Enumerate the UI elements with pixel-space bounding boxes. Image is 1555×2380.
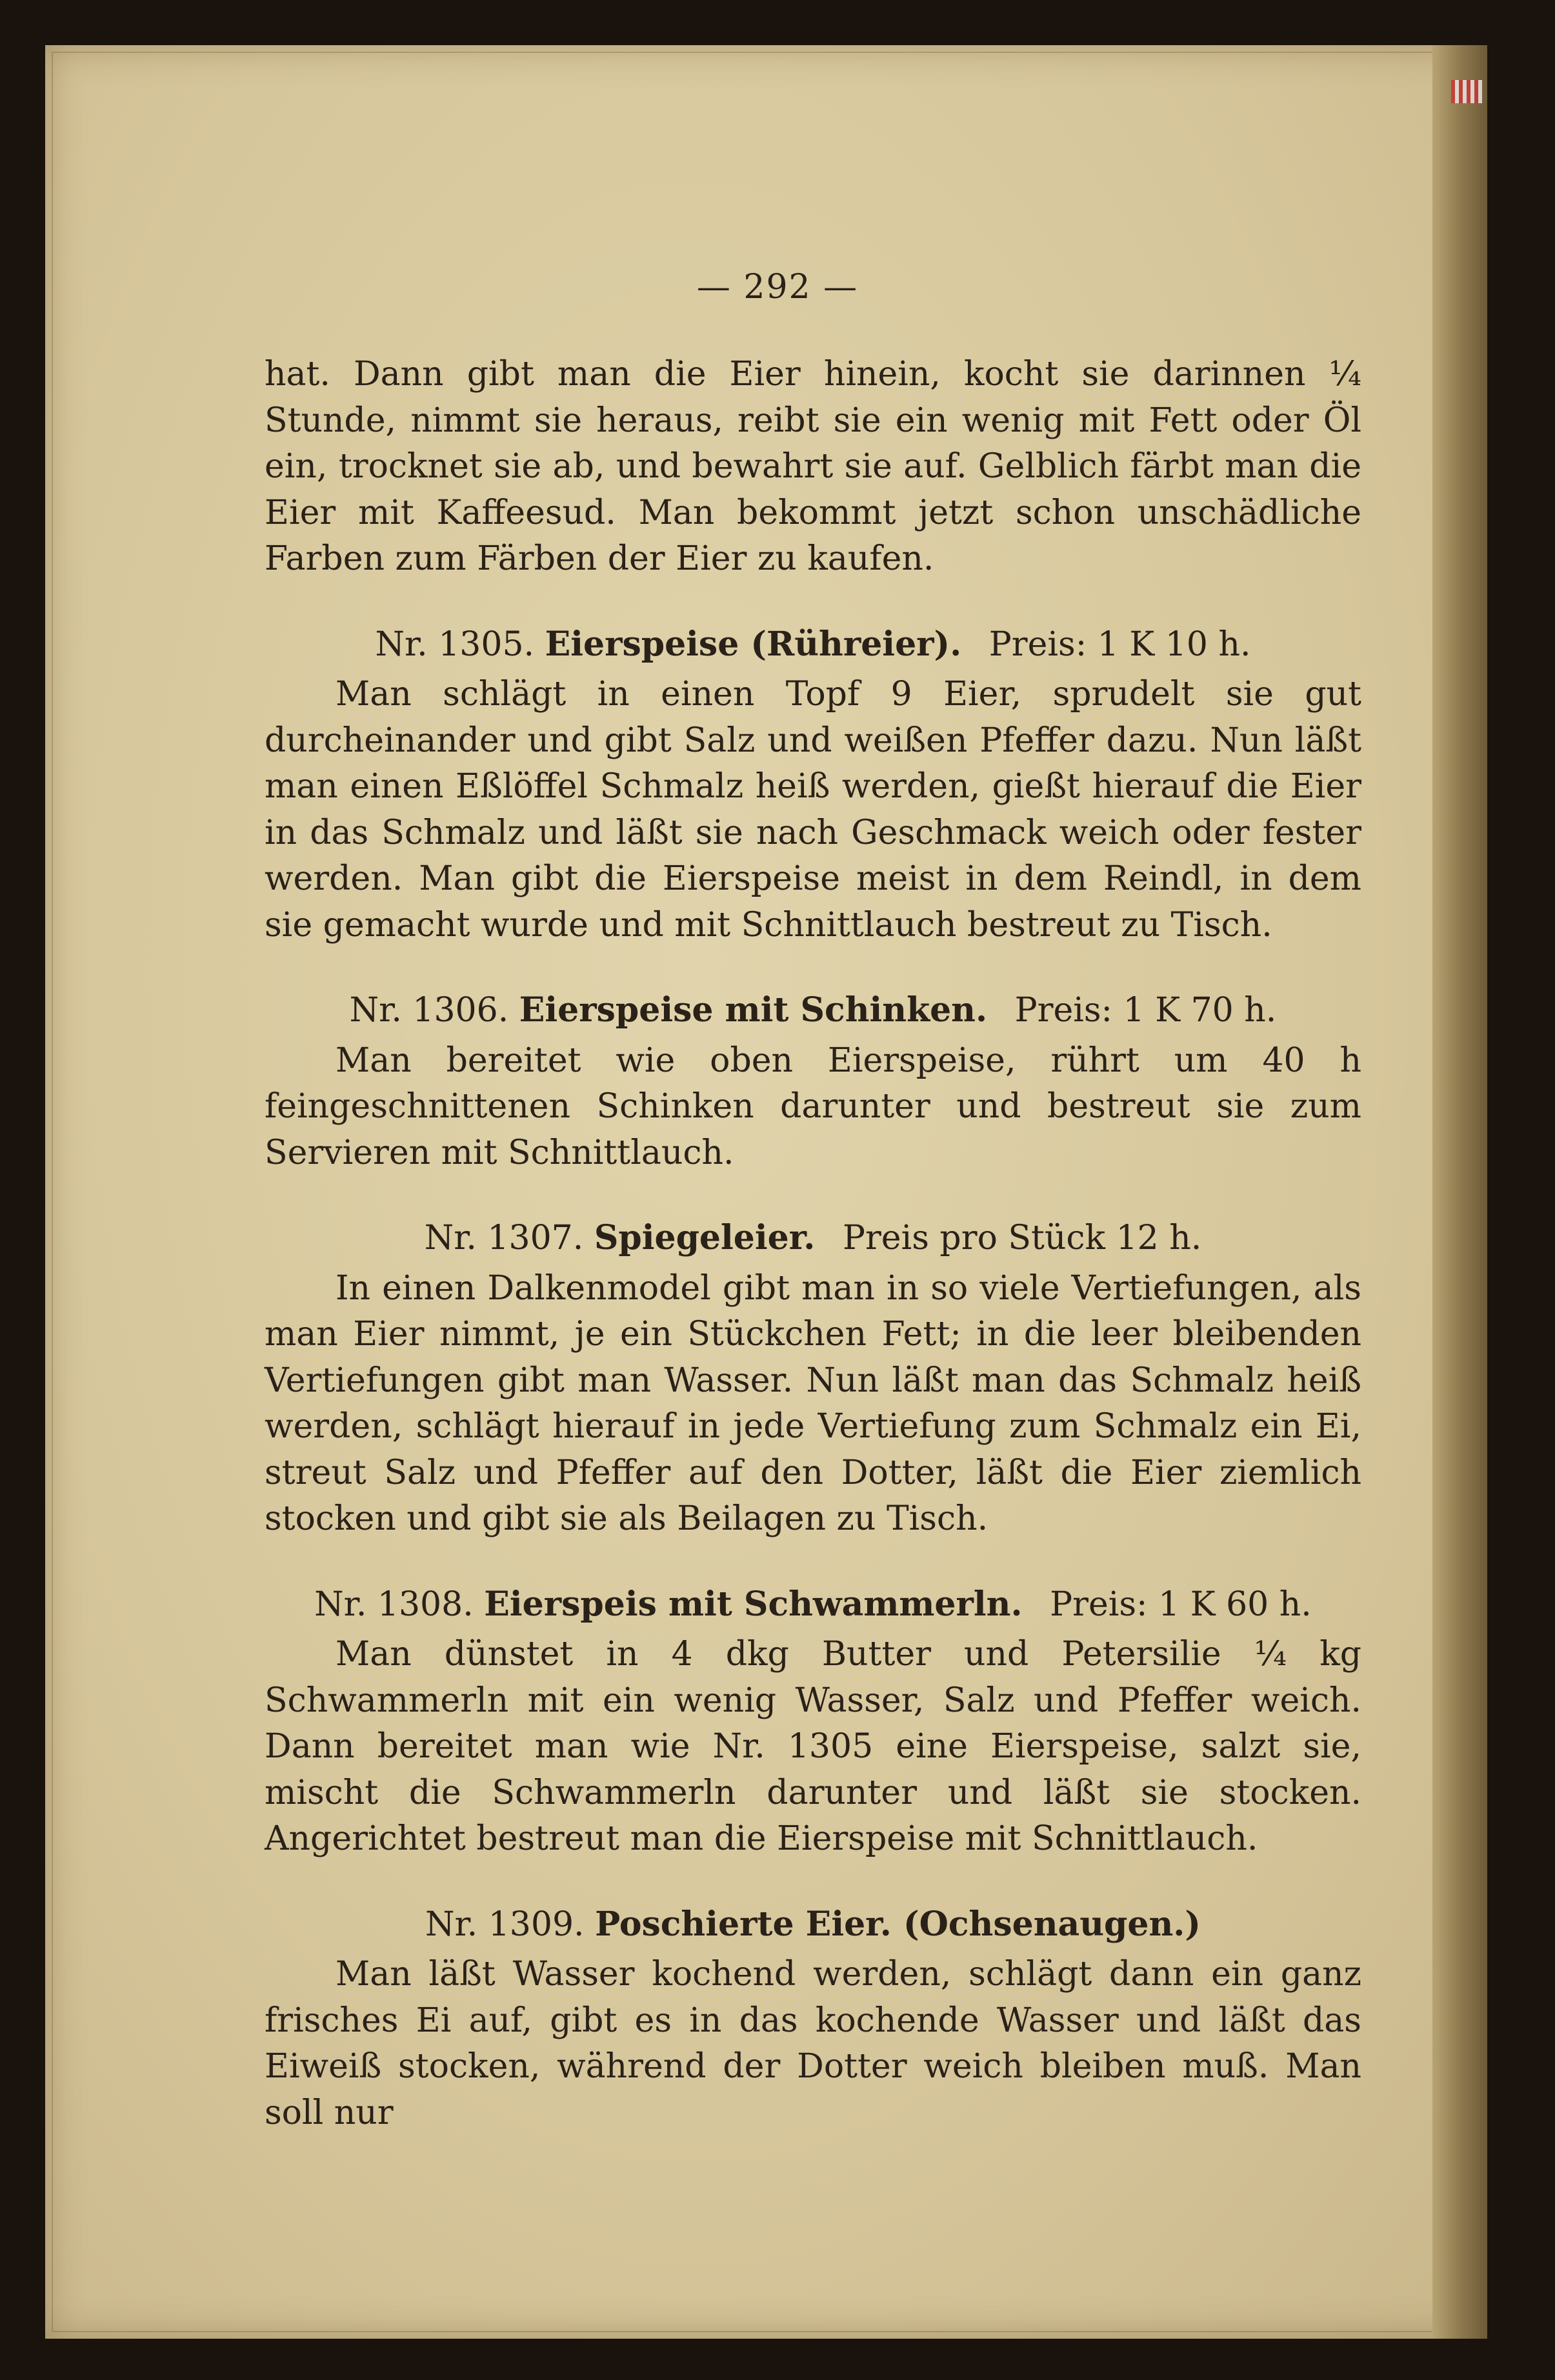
recipe-title: Eierspeis mit Schwammerln. xyxy=(484,1584,1023,1624)
recipe-1306 xyxy=(265,987,1361,1176)
recipe-price: Preis pro Stück 12 h. xyxy=(842,1219,1202,1257)
recipe-title: Spiegeleier. xyxy=(594,1218,816,1257)
recipe-1307 xyxy=(265,1215,1361,1543)
recipe-1308 xyxy=(265,1581,1361,1863)
recipe-heading xyxy=(265,987,1361,1034)
recipe-price: Preis: 1 K 70 h. xyxy=(1014,991,1277,1030)
recipe-1305 xyxy=(265,621,1361,949)
intro-paragraph: hat. Dann gibt man die Eier hinein, kocht sie darinnen ¼ Stunde, nimmt sie heraus, reibt sie ein wenig mit Fett oder Öl ein, trocknet sie ab, und bewahrt sie auf. Gelblich färbt man die Eier mit Kaffeesud. Man bekommt jetzt schon unschädliche Farben zum Färben der Eier zu kaufen. xyxy=(265,355,1361,578)
recipe-title: Poschierte Eier. (Ochsenaugen.) xyxy=(595,1904,1201,1944)
recipe-title: Eierspeise mit Schinken. xyxy=(519,990,988,1030)
recipe-number: Nr. 1309. xyxy=(425,1905,585,1944)
recipe-heading xyxy=(265,1215,1361,1262)
bookmark-ribbon xyxy=(1451,80,1482,103)
recipe-number: Nr. 1305. xyxy=(375,625,535,664)
recipe-text: Man schlägt in einen Topf 9 Eier, sprudelt sie gut durcheinander und gibt Salz und weißen Pfeffer dazu. Nun läßt man einen Eßlöffel Schmalz heiß werden, gießt hierauf die Eier in das Schmalz und läßt sie nach Geschmack weich oder fester werden. Man gibt die Eierspeise meist in dem Reindl, in dem sie gemacht wurde und mit Schnittlauch bestreut zu Tisch. xyxy=(265,675,1361,945)
book-gutter xyxy=(1432,45,1487,2339)
recipe-heading xyxy=(265,1901,1361,1948)
page-content xyxy=(265,352,1361,2136)
recipe-number: Nr. 1308. xyxy=(314,1585,474,1624)
recipe-price: Preis: 1 K 60 h. xyxy=(1050,1585,1312,1624)
recipe-heading xyxy=(265,621,1361,668)
recipe-title: Eierspeise (Rühreier). xyxy=(545,624,962,664)
recipe-text: Man dünstet in 4 dkg Butter und Petersilie ¼ kg Schwammerln mit ein wenig Wasser, Salz und Pfeffer weich. Dann bereitet man wie Nr. 1305 eine Eierspeise, salzt sie, mischt die Schwammerln darunter und läßt sie stocken. Angerichtet bestreut man die Eierspeise mit Schnittlauch. xyxy=(265,1635,1361,1858)
recipe-text: Man bereitet wie oben Eierspeise, rührt um 40 h feingeschnittenen Schinken darunter und bestreut sie zum Servieren mit Schnittlauch. xyxy=(265,1041,1361,1172)
page-number: — 292 — xyxy=(696,268,859,306)
recipe-number: Nr. 1306. xyxy=(349,991,509,1030)
recipe-number: Nr. 1307. xyxy=(424,1219,584,1257)
recipe-text: Man läßt Wasser kochend werden, schlägt dann ein ganz frisches Ei auf, gibt es in das kochende Wasser und läßt das Eiweiß stocken, während der Dotter weich bleiben muß. Man soll nur xyxy=(265,1955,1361,2132)
recipe-heading xyxy=(265,1581,1361,1628)
recipe-1309 xyxy=(265,1901,1361,2137)
recipe-text: In einen Dalkenmodel gibt man in so viele Vertiefungen, als man Eier nimmt, je ein Stückchen Fett; in die leer bleibenden Vertiefungen gibt man Wasser. Nun läßt man das Schmalz heiß werden, schlägt hierauf in jede Vertiefung zum Schmalz ein Ei, streut Salz und Pfeffer auf den Dotter, läßt die Eier ziemlich stocken und gibt sie als Beilagen zu Tisch. xyxy=(265,1268,1361,1538)
recipe-price: Preis: 1 K 10 h. xyxy=(988,625,1251,664)
